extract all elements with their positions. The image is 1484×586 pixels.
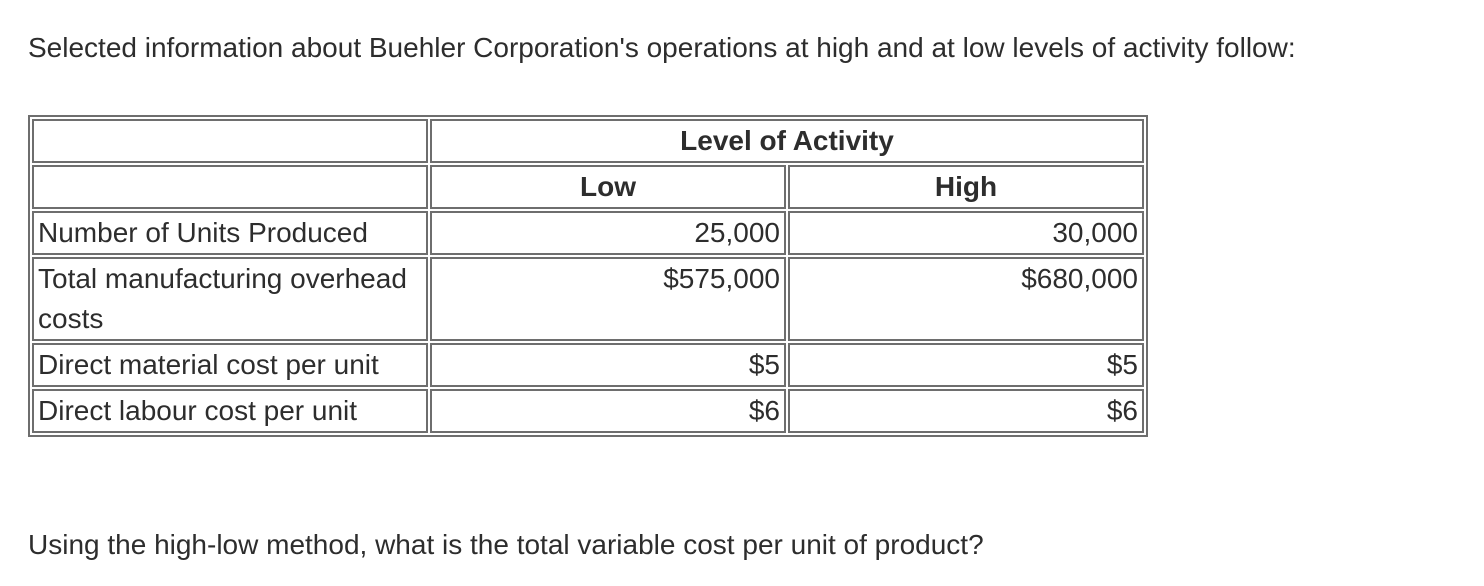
low-value: $6 [430,389,786,433]
intro-text: Selected information about Buehler Corporation's operations at high and at low levels of activity follow: [28,32,1296,63]
table-row [32,211,1144,255]
high-value: $5 [788,343,1144,387]
question-text: Using the high-low method, what is the total variable cost per unit of product? [28,529,984,560]
level-of-activity-header: Level of Activity [430,119,1144,163]
row-label: Total manufacturing overhead costs [32,257,428,341]
row-label: Direct material cost per unit [32,343,428,387]
column-header-row [32,165,1144,209]
low-value: $5 [430,343,786,387]
activity-table [28,115,1148,437]
low-value: 25,000 [430,211,786,255]
high-value: $680,000 [788,257,1144,341]
table-row [32,257,1144,341]
low-column-header: Low [430,165,786,209]
table-row [32,389,1144,433]
high-column-header: High [788,165,1144,209]
empty-header-cell [32,119,428,163]
low-value: $575,000 [430,257,786,341]
row-label: Number of Units Produced [32,211,428,255]
table-row [32,343,1144,387]
high-value: 30,000 [788,211,1144,255]
high-value: $6 [788,389,1144,433]
empty-header-cell [32,165,428,209]
group-header-row [32,119,1144,163]
row-label: Direct labour cost per unit [32,389,428,433]
